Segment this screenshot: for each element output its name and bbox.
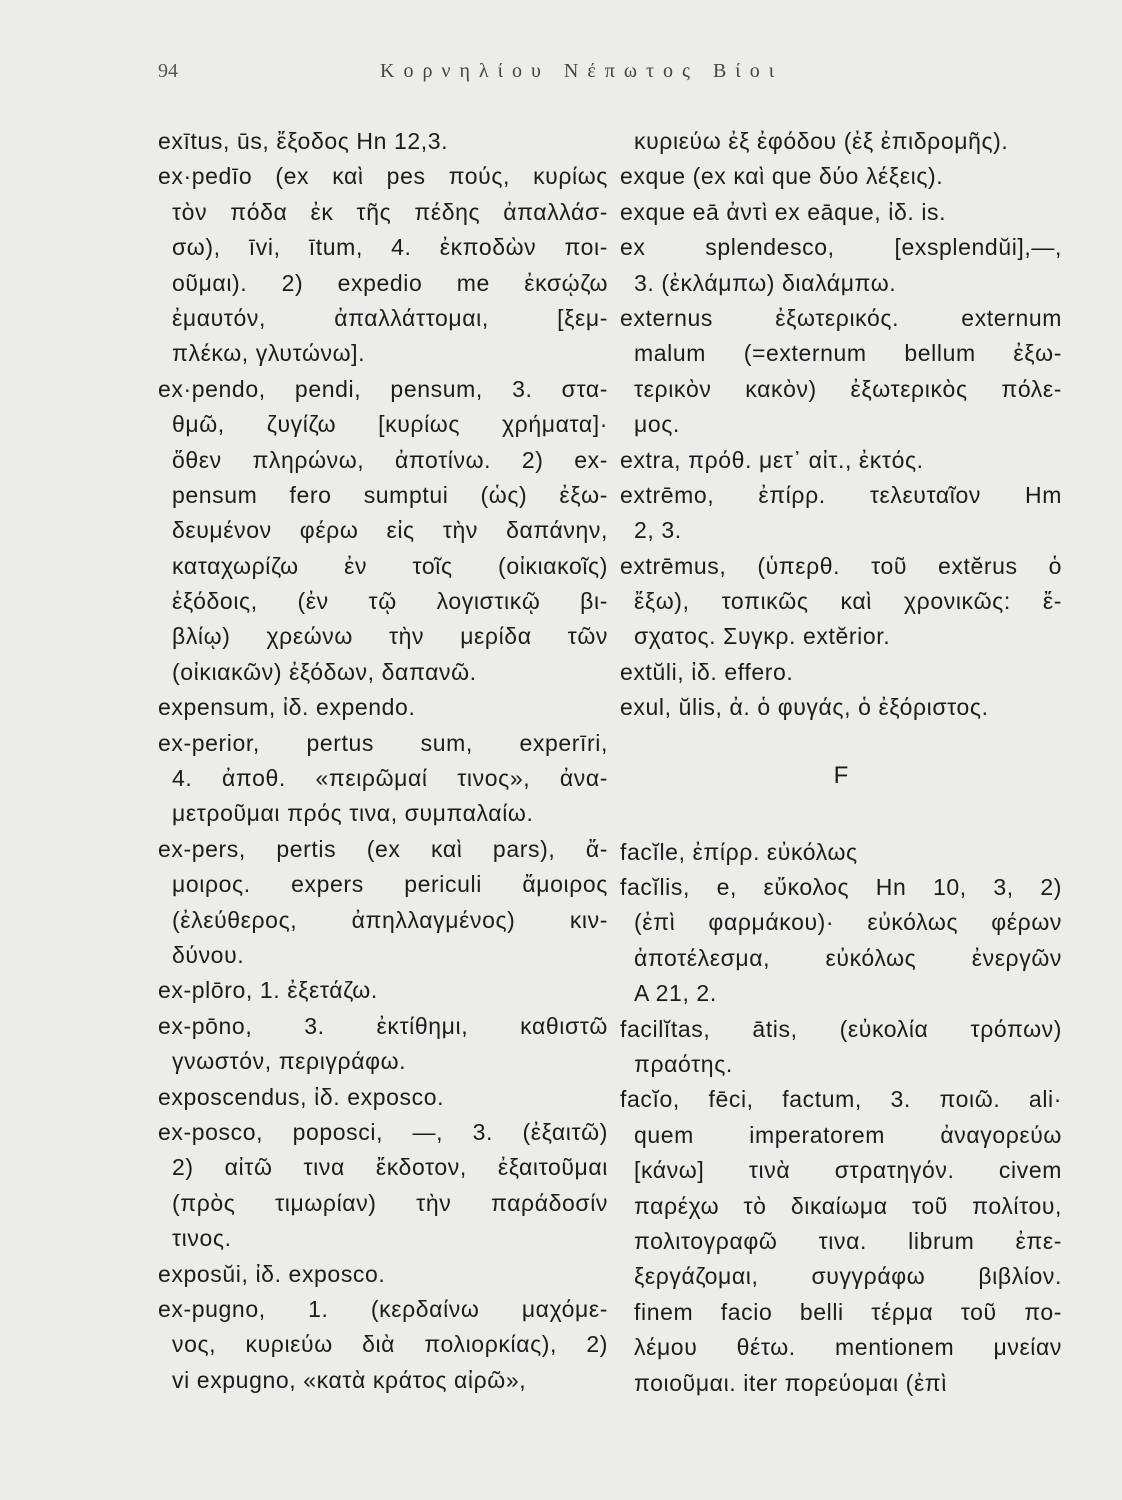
entry-headword-line: ex-pugno, 1. (κερδαίνω μαχόμε- bbox=[158, 1295, 608, 1322]
entry-headword-line: facĭle, ἐπίρρ. εὐκόλως bbox=[620, 838, 858, 865]
entry-line: ἐξόδοις, (ἐν τῷ λογιστικῷ βι- bbox=[172, 588, 608, 615]
entry-headword-line: exque eā ἀντὶ ex eāque, ἰδ. is. bbox=[620, 198, 947, 225]
entry-headword-line: ex·pendo, pendi, pensum, 3. στα- bbox=[158, 375, 608, 402]
entry-line: pensum fero sumptui (ὡς) ἐξω- bbox=[172, 481, 608, 508]
entry-line: κυριεύω ἐξ ἐφόδου (ἐξ ἐπιδρομῆς). bbox=[634, 128, 1009, 154]
entry-headword-line: exul, ŭlis, ἀ. ὁ φυγάς, ὁ ἐξόριστος. bbox=[620, 694, 989, 721]
entry-headword-line: ex-pers, pertis (ex καὶ pars), ἄ- bbox=[158, 835, 608, 862]
entry-line: μοιρος. expers periculi ἄμοιρος bbox=[172, 871, 608, 898]
entry-line: τὸν πόδα ἐκ τῆς πέδης ἀπαλλάσ- bbox=[172, 198, 608, 225]
entry-line: σχατος. Συγκρ. extĕrior. bbox=[634, 623, 891, 650]
entry-line: δευμένον φέρω εἰς τὴν δαπάνην, bbox=[172, 517, 608, 544]
entry-line: σω), īvi, ītum, 4. ἐκποδὼν ποι- bbox=[172, 234, 608, 261]
entry-line: finem facio belli τέρμα τοῦ πο- bbox=[634, 1298, 1062, 1325]
entry-headword-line: exque (ex καὶ que δύο λέξεις). bbox=[620, 163, 944, 190]
entry-line: δύνου. bbox=[172, 941, 245, 968]
running-title: Κορνηλίου Νέπωτος Βίοι bbox=[380, 60, 784, 82]
right-column bbox=[620, 124, 1062, 1401]
entry-line: μος. bbox=[634, 411, 680, 438]
entry-headword-line: ex-perior, pertus sum, experīri, bbox=[158, 729, 608, 756]
entry-headword-line: ex-posco, poposci, —, 3. (ἐξαιτῶ) bbox=[158, 1118, 608, 1145]
entry-line: 2) αἰτῶ τινα ἔκδοτον, ἐξαιτοῦμαι bbox=[172, 1154, 608, 1181]
entry-line: vi expugno, «κατὰ κράτος αἰρῶ», bbox=[172, 1366, 527, 1393]
entry-line: ἔξω), τοπικῶς καὶ χρονικῶς: ἔ- bbox=[634, 588, 1062, 615]
entry-line: ἐμαυτόν, ἀπαλλάττομαι, [ξεμ- bbox=[172, 304, 608, 331]
entry-headword-line: extrēmo, ἐπίρρ. τελευταῖον Hm bbox=[620, 481, 1062, 508]
entry-line: μετροῦμαι πρός τινα, συμπαλαίω. bbox=[172, 800, 534, 827]
entry-headword-line: exposŭi, ἰδ. exposco. bbox=[158, 1260, 386, 1287]
entry-line: πλέκω, γλυτώνω]. bbox=[172, 340, 366, 367]
entry-line: θμῶ, ζυγίζω [κυρίως χρήματα]· bbox=[172, 411, 608, 438]
entry-line: quem imperatorem ἀναγορεύω bbox=[634, 1121, 1062, 1148]
entry-headword-line: facĭlis, e, εὔκολος Hn 10, 3, 2) bbox=[620, 874, 1062, 901]
entry-line: τινος. bbox=[172, 1225, 232, 1252]
entry-line: (ἐπὶ φαρμάκου)· εὐκόλως φέρων bbox=[634, 909, 1062, 936]
entry-line: πραότης. bbox=[634, 1050, 733, 1077]
entry-line: ὅθεν πληρώνω, ἀποτίνω. 2) ex- bbox=[172, 446, 608, 473]
entry-headword-line: expensum, ἰδ. expendo. bbox=[158, 694, 416, 721]
entry-line: λέμου θέτω. mentionem μνείαν bbox=[634, 1334, 1062, 1361]
entry-line: καταχωρίζω ἐν τοῖς (οἰκιακοῖς) bbox=[172, 552, 608, 579]
entry-line: νος, κυριεύω διὰ πολιορκίας), 2) bbox=[172, 1331, 608, 1358]
spacer bbox=[620, 726, 1062, 740]
entry-headword-line: facilĭtas, ātis, (εὐκολία τρόπων) bbox=[620, 1015, 1062, 1042]
entry-headword-line: extŭli, ἰδ. effero. bbox=[620, 658, 794, 685]
entry-line: malum (=externum bellum ἐξω- bbox=[634, 340, 1062, 367]
entry-line: γνωστόν, περιγράφω. bbox=[172, 1048, 407, 1075]
entry-headword-line: extra, πρόθ. μετ᾽ αἰτ., ἐκτός. bbox=[620, 446, 924, 473]
entry-line: τερικὸν κακὸν) ἐξωτερικὸς πόλε- bbox=[634, 375, 1062, 402]
entry-line: 2, 3. bbox=[634, 517, 682, 544]
entry-headword-line: extrēmus, (ὑπερθ. τοῦ extĕrus ὁ bbox=[620, 552, 1062, 579]
entry-line: (οἰκιακῶν) ἐξόδων, δαπανῶ. bbox=[172, 658, 477, 685]
entry-line: πολιτογραφῶ τινα. librum ἐπε- bbox=[634, 1227, 1062, 1254]
entry-headword-line: ex splendesco, [exsplendŭi],—, bbox=[620, 234, 1062, 261]
entry-line: ποιοῦμαι. iter πορεύομαι (ἐπὶ bbox=[634, 1369, 947, 1396]
entry-headword-line: ex-pōno, 3. ἐκτίθημι, καθιστῶ bbox=[158, 1012, 608, 1039]
entry-line: 4. ἀποθ. «πειρῶμαί τινος», ἀνα- bbox=[172, 765, 608, 792]
spacer bbox=[620, 811, 1062, 835]
entry-headword-line: ex-plōro, 1. ἐξετάζω. bbox=[158, 977, 378, 1004]
entry-line: οῦμαι). 2) expedio me ἐκσῴζω bbox=[172, 269, 608, 296]
entry-headword-line: externus ἐξωτερικός. externum bbox=[620, 304, 1062, 331]
section-letter: F bbox=[833, 761, 849, 789]
page-number: 94 bbox=[158, 60, 178, 82]
entry-line: [κάνω] τινὰ στρατηγόν. civem bbox=[634, 1157, 1062, 1184]
entry-line: ἀποτέλεσμα, εὐκόλως ἐνεργῶν bbox=[634, 944, 1062, 971]
entry-line: ξεργάζομαι, συγγράφω βιβλίον. bbox=[634, 1263, 1062, 1290]
entry-line: (ἐλεύθερος, ἀπηλλαγμένος) κιν- bbox=[172, 906, 608, 933]
entry-headword-line: ex·pedīo (ex καὶ pes πούς, κυρίως bbox=[158, 163, 608, 190]
entry-headword-line: exposcendus, ἰδ. exposco. bbox=[158, 1083, 445, 1110]
entry-line: βλίῳ) χρεώνω τὴν μερίδα τῶν bbox=[172, 623, 608, 650]
entry-headword-line: exītus, ūs, ἔξοδος Hn 12,3. bbox=[158, 128, 449, 154]
entry-line: παρέχω τὸ δικαίωμα τοῦ πολίτου, bbox=[634, 1192, 1062, 1219]
entry-line: A 21, 2. bbox=[634, 980, 717, 1007]
entry-line: (πρὸς τιμωρίαν) τὴν παράδοσίν bbox=[172, 1189, 608, 1216]
entry-line: 3. (ἐκλάμπω) διαλάμπω. bbox=[634, 269, 897, 296]
left-column bbox=[158, 124, 608, 1398]
entry-headword-line: facĭo, fēci, factum, 3. ποιῶ. ali· bbox=[620, 1086, 1062, 1113]
